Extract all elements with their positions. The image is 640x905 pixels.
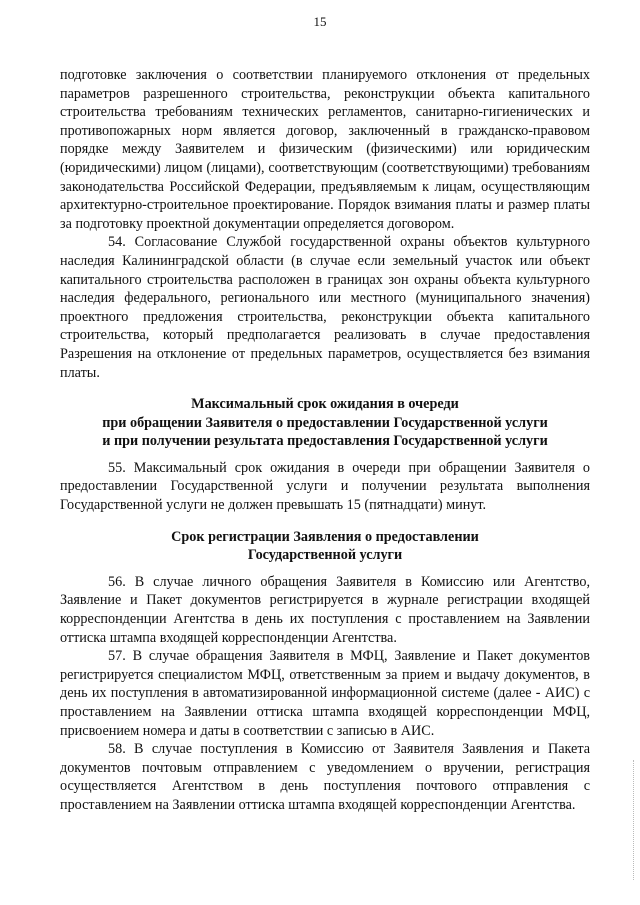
paragraph-56: 56. В случае личного обращения Заявителя в Комиссию или Агентство, Заявление и Пакет документов регистрируется в журнале регистрации входящей корреспонденции Агентства в день их поступления с проставлением на Заявлении оттиска штампа входящей корреспонденции Агентства. <box>60 573 590 646</box>
paragraph-58: 58. В случае поступления в Комиссию от Заявителя Заявления и Пакета документов почтовым отправлением с уведомлением о вручении, регистрация осуществляется Агентством в день поступления почтового отправления с проставлением на Заявлении оттиска штампа входящей корреспонденции Агентства. <box>60 741 590 813</box>
heading-waiting-time-line-2: при обращении Заявителя о предоставлении Государственной услуги <box>102 414 548 431</box>
heading-waiting-time <box>60 395 590 451</box>
heading-waiting-time-line-3: и при получении результата предоставления Государственной услуги <box>102 433 548 450</box>
heading-registration-time <box>60 528 590 565</box>
heading-registration-time-line-1: Срок регистрации Заявления о предоставлении <box>171 528 479 545</box>
paragraph-54: 54. Согласование Службой государственной охраны объектов культурного наследия Калининградской области (в случае если земельный участок или объект капитального строительства расположен в границах зон охраны объекта культурного наследия федерального, регионального или местного (муниципального значения) проектного предложения строительства, реконструкции объекта капитального строительства, который предполагается реализовать в случае предоставления Разрешения на отклонение от предельных параметров, осуществляется без взимания платы. <box>60 234 590 381</box>
heading-waiting-time-line-1: Максимальный срок ожидания в очереди <box>191 396 459 413</box>
paragraph-53-continuation: подготовке заключения о соответствии планируемого отклонения от предельных параметров разрешенного строительства, реконструкции объекта капитального строительства требованиям технических регламентов, санитарно-гигиенических и противопожарных норм является договор, заключенный в гражданско-правовом порядке между Заявителем и физическим (физическими) или юридическим (юридическими) лицом (лицами), соответствующим (соответствующими) требованиям законодательства Российской Федерации, предъявляемым к лицам, осуществляющим архитектурно-строительное проектирование. Порядок взимания платы и размер платы за подготовку проектной документации определяется договором. <box>60 67 590 232</box>
paragraph-57: 57. В случае обращения Заявителя в МФЦ, Заявление и Пакет документов регистрируется специалистом МФЦ, ответственным за прием и выдачу документов, в день их поступления в автоматизированной информационной системе (далее - АИС) с проставлением на Заявлении оттиска штампа входящей корреспонденции МФЦ, присвоением номера и даты в соответствии с записью в АИС. <box>60 648 590 739</box>
paragraph-55: 55. Максимальный срок ожидания в очереди при обращении Заявителя о предоставлении Государственной услуги и получении результата выполнения Государственной услуги не должен превышать 15 (пятнадцати) минут. <box>60 459 590 514</box>
heading-registration-time-line-2: Государственной услуги <box>247 547 403 564</box>
page-number: 15 <box>313 14 327 29</box>
document-body <box>60 66 590 815</box>
scan-edge-marks <box>631 760 634 880</box>
